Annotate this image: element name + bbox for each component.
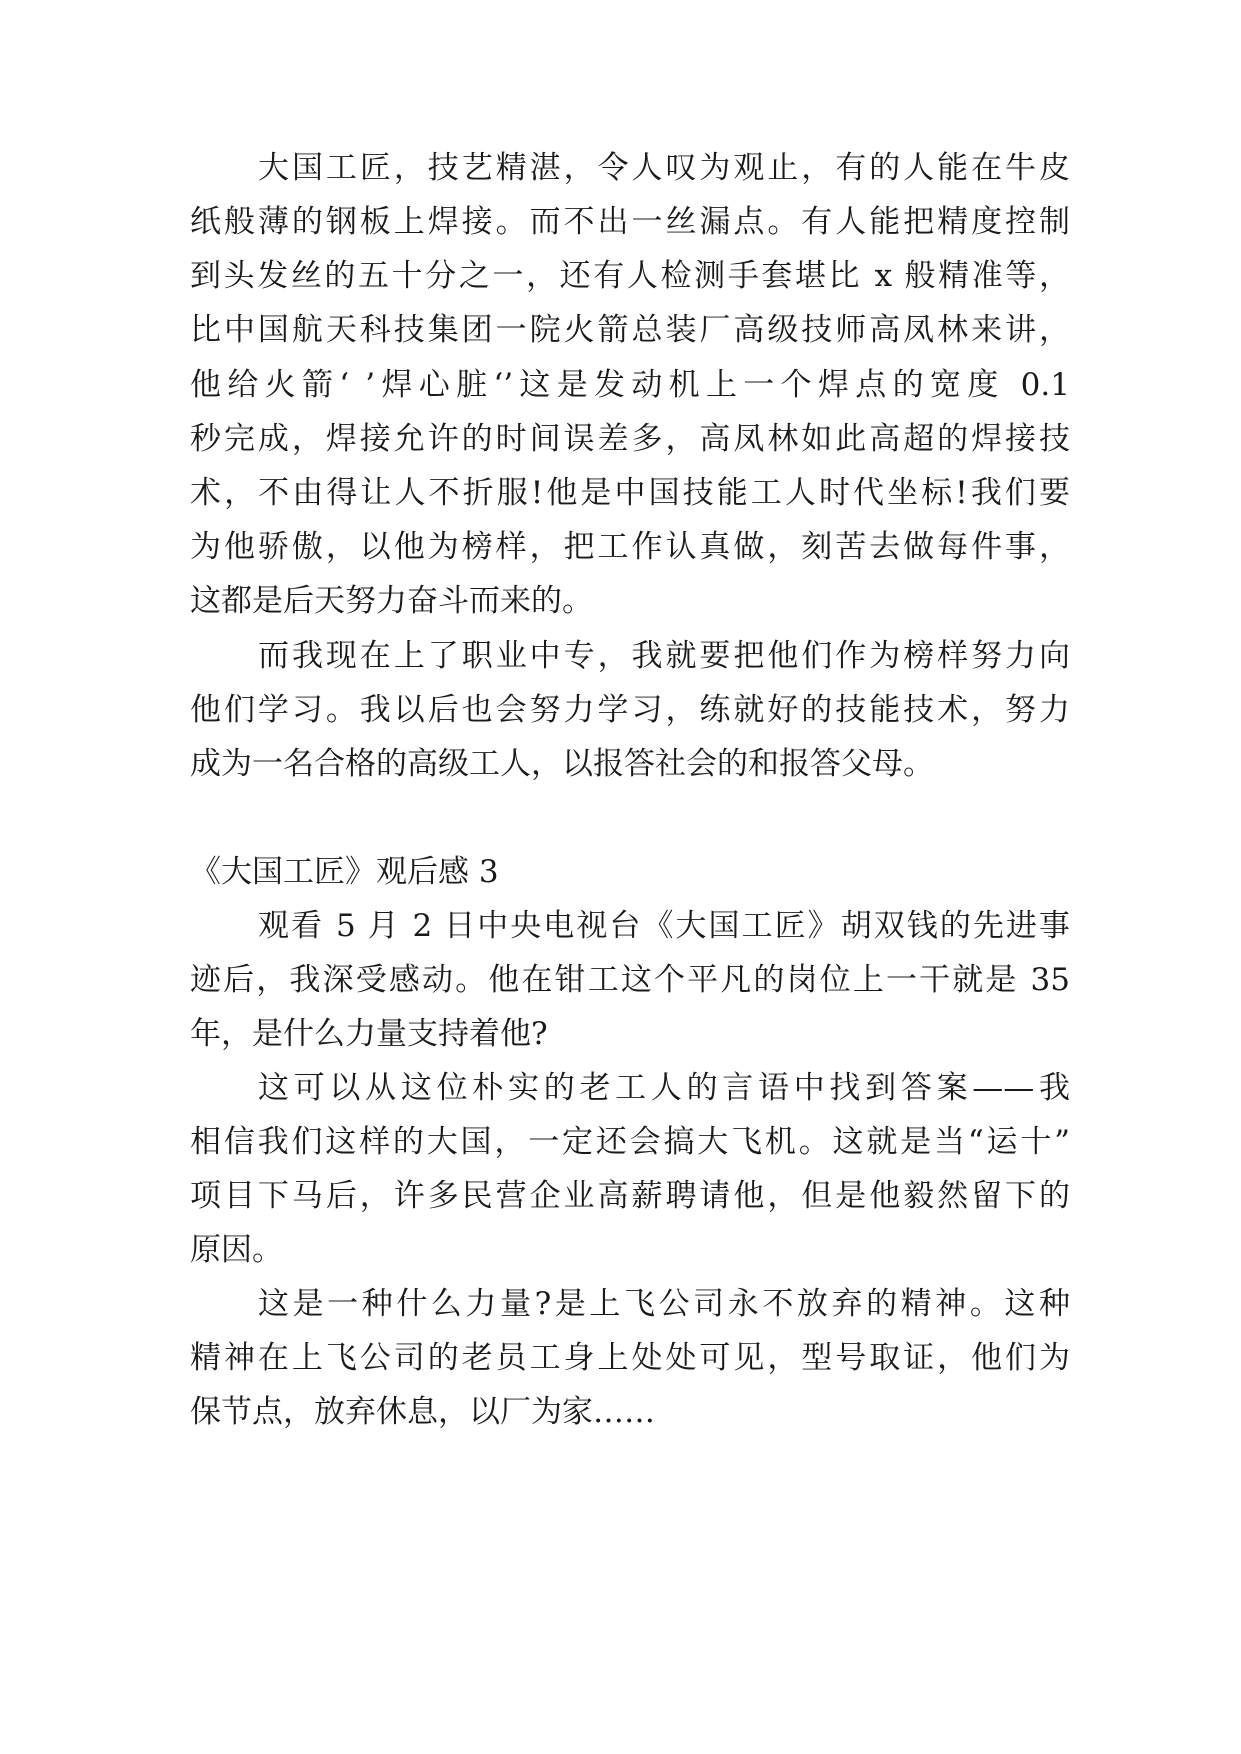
paragraph-1-line-9: 这都是后天努力奋斗而来的。 [190,583,593,619]
paragraph-1-line-8: 为他骄傲，以他为榜样，把工作认真做，刻苦去做每件事， [190,529,1070,565]
paragraph-1-line-7: 术，不由得让人不折服!他是中国技能工人时代坐标!我们要 [190,475,1070,511]
section-paragraph-3-line-3: 保节点，放弃休息，以厂为家…… [190,1394,655,1430]
section-paragraph-2-line-1: 这可以从这位朴实的老工人的言语中找到答案——我 [258,1070,1070,1106]
paragraph-1-line-2: 纸般薄的钢板上焊接。而不出一丝漏点。有人能把精度控制 [190,204,1070,240]
section-paragraph-2-line-2: 相信我们这样的大国，一定还会搞大飞机。这就是当“运十” [190,1124,1070,1160]
paragraph-2-line-2: 他们学习。我以后也会努力学习，练就好的技能技术，努力 [190,692,1070,728]
paragraph-2-line-3: 成为一名合格的高级工人，以报答社会的和报答父母。 [190,746,934,782]
section-title: 《大国工匠》观后感 3 [190,854,499,890]
paragraph-1-line-1: 大国工匠，技艺精湛，令人叹为观止，有的人能在牛皮 [258,150,1070,186]
paragraph-2-line-1: 而我现在上了职业中专，我就要把他们作为榜样努力向 [258,638,1070,674]
paragraph-1-line-5: 他给火箭‘ ’焊心脏‘’这是发动机上一个焊点的宽度 0.1 [190,367,1070,403]
paragraph-1-line-6: 秒完成，焊接允许的时间误差多，高凤林如此高超的焊接技 [190,421,1070,457]
section-paragraph-3-line-1: 这是一种什么力量?是上飞公司永不放弃的精神。这种 [258,1286,1070,1322]
section-paragraph-2-line-3: 项目下马后，许多民营企业高薪聘请他，但是他毅然留下的 [190,1178,1070,1214]
paragraph-1-line-3: 到头发丝的五十分之一，还有人检测手套堪比 x 般精准等， [190,258,1070,294]
paragraph-1-line-4: 比中国航天科技集团一院火箭总装厂高级技师高凤林来讲， [190,312,1070,348]
section-paragraph-1-line-3: 年，是什么力量支持着他? [190,1016,548,1052]
section-paragraph-1-line-1: 观看 5 月 2 日中央电视台《大国工匠》胡双钱的先进事 [258,908,1070,944]
section-paragraph-3-line-2: 精神在上飞公司的老员工身上处处可见，型号取证，他们为 [190,1340,1070,1376]
section-paragraph-1-line-2: 迹后，我深受感动。他在钳工这个平凡的岗位上一干就是 35 [190,962,1070,998]
section-paragraph-2-line-4: 原因。 [190,1232,283,1268]
